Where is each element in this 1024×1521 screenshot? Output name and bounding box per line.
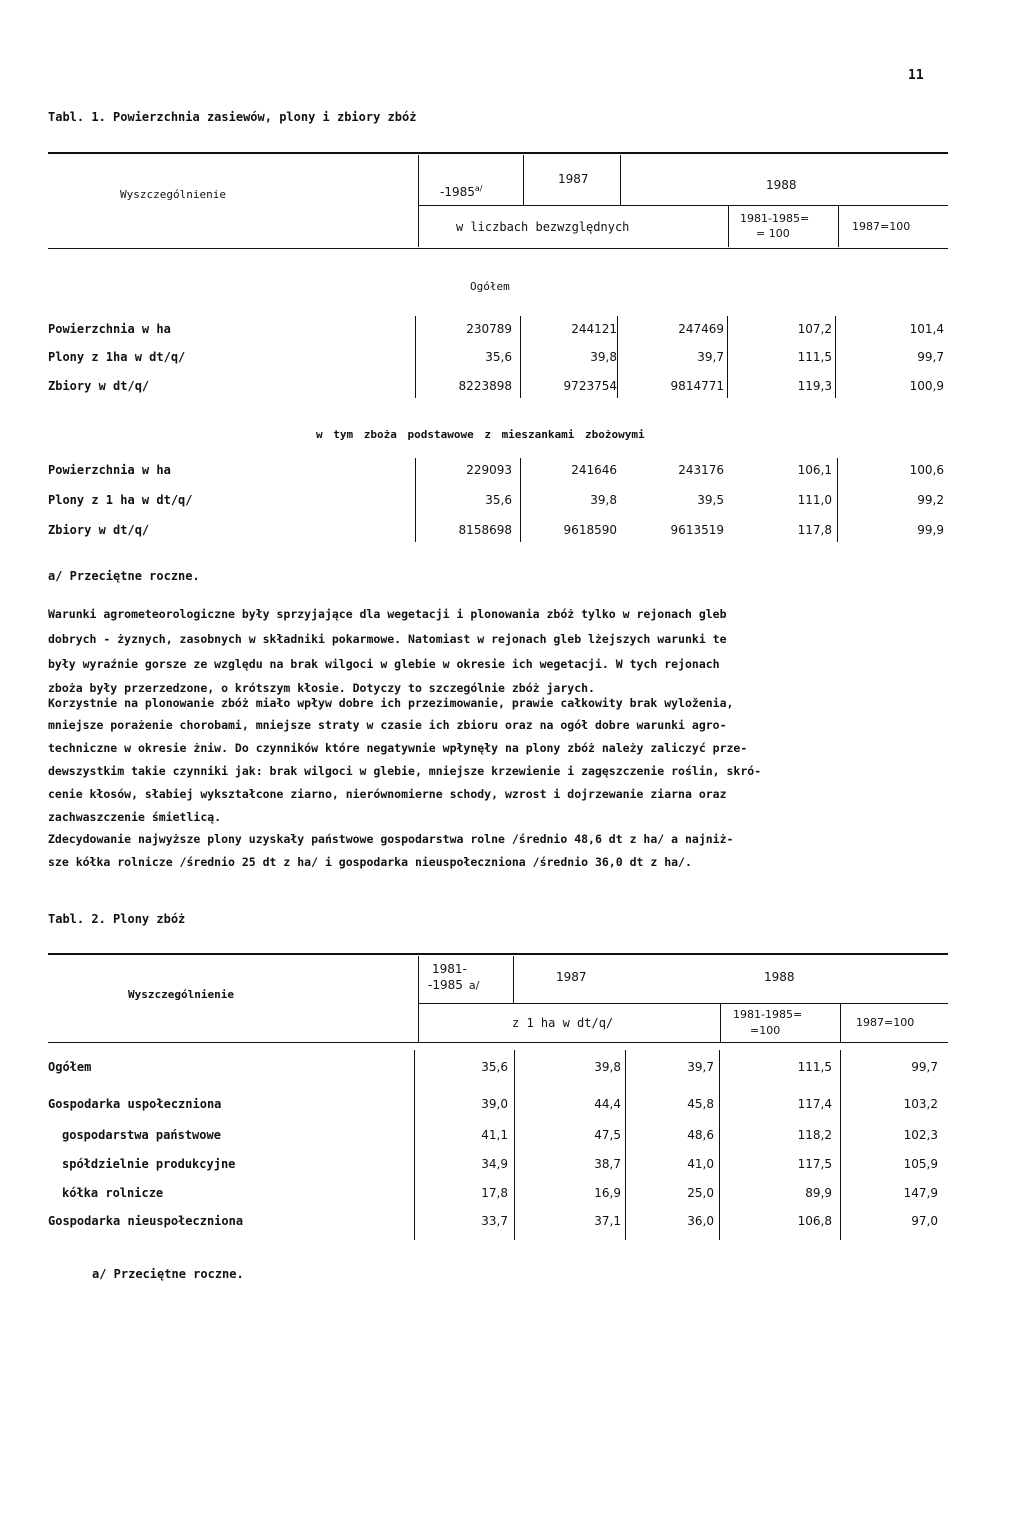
- row-label: Powierzchnia w ha: [48, 463, 171, 477]
- table1-caption: Tabl. 1. Powierzchnia zasiewów, plony i zbiory zbóż: [48, 110, 417, 124]
- table1-header-index2: 1987=100: [852, 220, 911, 233]
- cell: 99,9: [917, 523, 944, 537]
- text-line: cenie kłosów, słabiej wykształcone ziarno, nierównomierne schody, wzrost i dojrzewanie ziarna oraz: [48, 787, 727, 801]
- cell: 230789: [466, 322, 512, 336]
- column-divider: [415, 316, 416, 398]
- cell: 34,9: [481, 1157, 508, 1171]
- table1-header-divider: [523, 155, 524, 205]
- row-label: Zbiory w dt/q/: [48, 523, 150, 537]
- row-label: spółdzielnie produkcyjne: [62, 1157, 236, 1171]
- cell: 99,2: [917, 493, 944, 507]
- cell: 102,3: [903, 1128, 938, 1142]
- cell: 9613519: [670, 523, 724, 537]
- cell: 39,5: [697, 493, 724, 507]
- cell: 118,2: [797, 1128, 832, 1142]
- table1-section-subtotal: w tym zboża podstawowe z mieszankami zbożowymi: [316, 428, 645, 441]
- text-line: Korzystnie na plonowanie zbóż miało wpływ dobre ich przezimowanie, prawie całkowity brak wyloženia,: [48, 696, 734, 710]
- column-divider: [520, 458, 521, 542]
- cell: 106,1: [797, 463, 832, 477]
- column-divider: [414, 1050, 415, 1240]
- row-label: Powierzchnia w ha: [48, 322, 171, 336]
- cell: 100,9: [909, 379, 944, 393]
- column-divider: [520, 316, 521, 398]
- cell: 47,5: [594, 1128, 621, 1142]
- text-line: były wyraźnie gorsze ze względu na brak wilgoci w glebie w okresie ich wegetacji. W tych rejonach: [48, 657, 720, 671]
- text-line: dewszystkim takie czynniki jak: brak wilgoci w glebie, mniejsze krzewienie i zagęszczenie roślin, skró-: [48, 764, 762, 778]
- cell: 117,5: [797, 1157, 832, 1171]
- table2-header-label: Wyszczególnienie: [128, 988, 234, 1001]
- cell: 100,6: [909, 463, 944, 477]
- cell: 103,2: [903, 1097, 938, 1111]
- table1-header-rule: [48, 248, 948, 249]
- text-line: sze kółka rolnicze /średnio 25 dt z ha/ i gospodarka nieuspołeczniona /średnio 36,0 dt z ha/.: [48, 855, 692, 869]
- text-line: dobrych - żyznych, zasobnych w składniki pokarmowe. Natomiast w rejonach gleb lżejszych warunki te: [48, 632, 727, 646]
- table1-header-divider: [728, 205, 729, 247]
- table2-top-rule: [48, 953, 948, 955]
- cell: 16,9: [594, 1186, 621, 1200]
- cell: 117,8: [797, 523, 832, 537]
- text-line: Zdecydowanie najwyższe plony uzyskały państwowe gospodarstwa rolne /średnio 48,6 dt z ha/ a najniż-: [48, 832, 734, 846]
- cell: 39,7: [697, 350, 724, 364]
- cell: 244121: [571, 322, 617, 336]
- cell: 39,8: [590, 350, 617, 364]
- table1-header-index1b: = 100: [756, 227, 790, 240]
- table1-header-divider: [418, 155, 419, 247]
- cell: 99,7: [917, 350, 944, 364]
- table1-header-col3: 1988: [766, 178, 797, 192]
- cell: 33,7: [481, 1214, 508, 1228]
- cell: 35,6: [485, 350, 512, 364]
- text-line: zachwaszczenie śmietlicą.: [48, 810, 222, 824]
- cell: 39,8: [594, 1060, 621, 1074]
- cell: 35,6: [485, 493, 512, 507]
- table2-header-rule: [48, 1042, 948, 1043]
- row-label: Gospodarka uspołeczniona: [48, 1097, 222, 1111]
- cell: 41,1: [481, 1128, 508, 1142]
- text-line: zboża były przerzedzone, o krótszym kłosie. Dotyczy to szczególnie zbóż jarych.: [48, 681, 595, 695]
- table2-header-index2: 1987=100: [856, 1016, 915, 1029]
- cell: 99,7: [911, 1060, 938, 1074]
- cell: 111,5: [797, 350, 832, 364]
- column-divider: [719, 1050, 720, 1240]
- cell: 229093: [466, 463, 512, 477]
- cell: 25,0: [687, 1186, 714, 1200]
- cell: 9618590: [563, 523, 617, 537]
- cell: 9723754: [563, 379, 617, 393]
- row-label: gospodarstwa państwowe: [62, 1128, 221, 1142]
- cell: 101,4: [909, 322, 944, 336]
- table2-header-unit: z 1 ha w dt/q/: [512, 1016, 614, 1030]
- text-line: mniejsze porażenie chorobami, mniejsze straty w czasie ich zbioru oraz na ogół dobre warunki agro-: [48, 718, 727, 732]
- table1-header-label: Wyszczególnienie: [120, 188, 226, 201]
- text-line: Warunki agrometeorologiczne były sprzyjające dla wegetacji i plonowania zbóż tylko w rejonach gleb: [48, 607, 727, 621]
- column-divider: [617, 316, 618, 398]
- column-divider: [625, 1050, 626, 1240]
- page-number: 11: [908, 68, 924, 83]
- cell: 243176: [678, 463, 724, 477]
- cell: 35,6: [481, 1060, 508, 1074]
- cell: 39,8: [590, 493, 617, 507]
- cell: 45,8: [687, 1097, 714, 1111]
- table2-header-col2: 1987: [556, 970, 587, 984]
- cell: 147,9: [903, 1186, 938, 1200]
- cell: 41,0: [687, 1157, 714, 1171]
- cell: 117,4: [797, 1097, 832, 1111]
- column-divider: [514, 1050, 515, 1240]
- column-divider: [415, 458, 416, 542]
- table1-header-col1: $-1985^{a/}$: [440, 184, 483, 199]
- row-label: Plony z 1ha w dt/q/: [48, 350, 186, 364]
- row-label: Ogółem: [48, 1060, 92, 1074]
- table2-header-divider: [513, 956, 514, 1003]
- cell: 241646: [571, 463, 617, 477]
- table2-subheader-rule: [418, 1003, 948, 1004]
- cell: 39,0: [481, 1097, 508, 1111]
- table2-header-divider: [840, 1003, 841, 1042]
- cell: 97,0: [911, 1214, 938, 1228]
- row-label: Plony z 1 ha w dt/q/: [48, 493, 193, 507]
- row-label: kółka rolnicze: [62, 1186, 164, 1200]
- text-line: techniczne w okresie żniw. Do czynników które negatywnie wpłynęły na plony zbóż należy zaliczyć prze-: [48, 741, 748, 755]
- cell: 38,7: [594, 1157, 621, 1171]
- cell: 89,9: [805, 1186, 832, 1200]
- table1-header-col2: 1987: [558, 172, 589, 186]
- cell: 48,6: [687, 1128, 714, 1142]
- cell: 247469: [678, 322, 724, 336]
- table2-header-col1b: -1985 a/: [428, 978, 480, 992]
- table2-footnote: a/ Przeciętne roczne.: [92, 1267, 244, 1281]
- table2-header-col3: 1988: [764, 970, 795, 984]
- cell: 111,0: [797, 493, 832, 507]
- table2-header-index1: 1981-1985=: [733, 1008, 803, 1021]
- cell: 44,4: [594, 1097, 621, 1111]
- row-label: Zbiory w dt/q/: [48, 379, 150, 393]
- table2-header-index1b: =100: [750, 1024, 781, 1037]
- cell: 17,8: [481, 1186, 508, 1200]
- cell: 37,1: [594, 1214, 621, 1228]
- table2-caption: Tabl. 2. Plony zbóż: [48, 912, 186, 926]
- table1-header-divider: [838, 205, 839, 247]
- table1-footnote: a/ Przeciętne roczne.: [48, 569, 200, 583]
- cell: 105,9: [903, 1157, 938, 1171]
- column-divider: [837, 458, 838, 542]
- column-divider: [840, 1050, 841, 1240]
- cell: 119,3: [797, 379, 832, 393]
- table1-section-total: Ogółem: [470, 280, 510, 293]
- cell: 9814771: [670, 379, 724, 393]
- cell: 8158698: [458, 523, 512, 537]
- cell: 8223898: [458, 379, 512, 393]
- column-divider: [835, 316, 836, 398]
- table2-header-divider: [720, 1003, 721, 1042]
- table1-header-index1: 1981-1985=: [740, 212, 810, 225]
- column-divider: [727, 316, 728, 398]
- row-label: Gospodarka nieuspołeczniona: [48, 1214, 244, 1228]
- cell: 36,0: [687, 1214, 714, 1228]
- table1-top-rule: [48, 152, 948, 154]
- cell: 111,5: [797, 1060, 832, 1074]
- table1-subheader-rule: [418, 205, 948, 206]
- table1-header-divider: [620, 155, 621, 205]
- table2-header-col1a: 1981-: [432, 962, 467, 976]
- cell: 107,2: [797, 322, 832, 336]
- cell: 39,7: [687, 1060, 714, 1074]
- table1-header-absolute: w liczbach bezwzględnych: [456, 220, 630, 234]
- table2-header-divider: [418, 956, 419, 1042]
- cell: 106,8: [797, 1214, 832, 1228]
